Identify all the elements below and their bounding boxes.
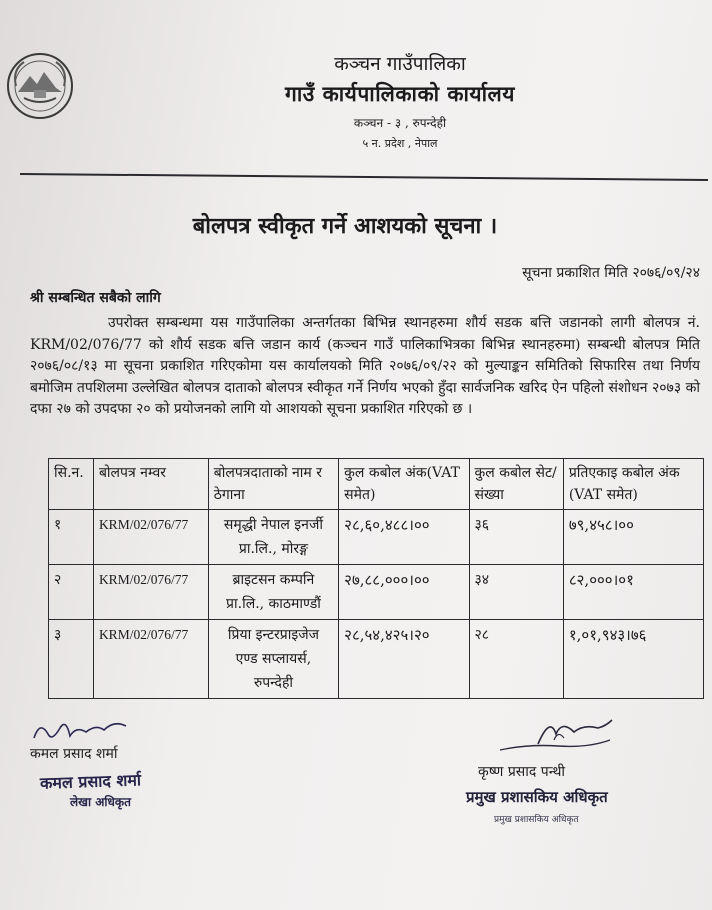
notice-addressee: श्री सम्बन्धित सबैको लागि bbox=[30, 290, 161, 306]
bidder-line: प्रा.लि., काठमाण्डौं bbox=[226, 596, 321, 612]
bidder-line: रुपन्देही bbox=[253, 675, 294, 691]
header-bidder: बोलपत्रदाताको नाम र ठेगाना bbox=[208, 459, 338, 510]
table-row bbox=[49, 510, 704, 565]
cell-bidder bbox=[208, 565, 338, 620]
left-stamp-name: कमल प्रसाद शर्मा bbox=[39, 770, 142, 793]
bidder-line: प्रा.लि., मोरङ्ग bbox=[238, 541, 308, 557]
left-stamp-title: लेखा अधिकृत bbox=[70, 795, 131, 809]
cell-sn: १ bbox=[49, 510, 94, 565]
table-row bbox=[49, 620, 704, 699]
table-header-row bbox=[49, 459, 704, 510]
nepal-emblem-icon bbox=[4, 50, 76, 122]
cell-sets: ३६ bbox=[469, 510, 563, 565]
notice-published-date: सूचना प्रकाशित मिति २०७६/०९/२४ bbox=[522, 265, 700, 281]
office-province: ५ न. प्रदेश , नेपाल bbox=[362, 137, 438, 150]
cell-total: २७,८८,०००।०० bbox=[339, 565, 469, 620]
office-address: कञ्चन - ३ , रुपन्देही bbox=[353, 116, 447, 130]
right-signature-mark bbox=[498, 710, 618, 760]
table-row bbox=[49, 565, 704, 620]
right-signatory-title: प्रमुख प्रशासकिय अधिकृत bbox=[466, 788, 608, 806]
bidder-line: ब्राइटसन कम्पनि bbox=[232, 572, 315, 588]
notice-body: उपरोक्त सम्बन्धमा यस गाउँपालिका अन्तर्गतका बिभिन्न स्थानहरुमा शौर्य सडक बत्ति जडानको लागी बोलपत्र नं. KRM/02/076/77 को शौर्य सडक बत्ति जडान कार्य (कञ्चन गाउँ पालिकाभित्रका बिभिन्न स्थानहरुमा) सम्बन्धी बोलपत्र मिति २०७६/०८/१३ मा सूचना प्रकाशित गरिएकोमा यस कार्यालयको मिति २०७६/०९/२२ को मुल्याङ्कन समितिको सिफारिस तथा निर्णय बमोजिम तपशिलमा उल्लेखित बोलपत्र दाताको बोलपत्र स्वीकृत गर्ने निर्णय भएको हुँदा सार्वजनिक खरिद ऐन पहिलो संशोधन २०७३ को दफा २७ को उपदफा २० को प्रयोजनको लागि यो आशयको सूचना प्रकाशित गरिएको छ । bbox=[30, 315, 700, 417]
municipality-name: कञ्चन गाउँपालिका bbox=[334, 53, 466, 75]
cell-sn: २ bbox=[49, 565, 94, 620]
header-sets: कुल कबोल सेट/संख्या bbox=[469, 459, 563, 510]
notice-title: बोलपत्र स्वीकृत गर्ने आशयको सूचना । bbox=[192, 213, 498, 239]
cell-unit: १,०१,९४३।७६ bbox=[563, 620, 703, 699]
cell-unit: ८२,०००।०१ bbox=[563, 565, 703, 620]
cell-bid-no: KRM/02/076/77 bbox=[93, 620, 208, 699]
header-total: कुल कबोल अंक(VAT समेत) bbox=[339, 459, 469, 510]
cell-bid-no: KRM/02/076/77 bbox=[93, 510, 208, 565]
cell-sn: ३ bbox=[49, 620, 94, 699]
cell-bidder bbox=[208, 620, 338, 699]
header-sn: सि.न. bbox=[49, 459, 94, 510]
bidder-line: समृद्धी नेपाल इनर्जी bbox=[223, 517, 323, 533]
cell-total: २८,६०,४८८।०० bbox=[339, 510, 469, 565]
header-unit: प्रतिएकाइ कबोल अंक (VAT समेत) bbox=[563, 459, 703, 510]
cell-sets: ३४ bbox=[469, 565, 563, 620]
cell-bid-no: KRM/02/076/77 bbox=[93, 565, 208, 620]
cell-bidder bbox=[208, 510, 338, 565]
cell-unit: ७९,४५८।०० bbox=[563, 510, 703, 565]
bidder-line: एण्ड सप्लायर्स, bbox=[235, 651, 312, 667]
right-signatory-name: कृष्ण प्रसाद पन्थी bbox=[478, 764, 566, 780]
cell-sets: २८ bbox=[469, 620, 563, 699]
bid-table bbox=[48, 458, 704, 699]
right-stamp-subtitle: प्रमुख प्रशासकिय अधिकृत bbox=[494, 815, 579, 825]
left-signatory-name: कमल प्रसाद शर्मा bbox=[30, 746, 118, 762]
cell-total: २८,५४,४२५।२० bbox=[339, 620, 469, 699]
office-name: गाउँ कार्यपालिकाको कार्यालय bbox=[285, 81, 515, 106]
left-signature-mark bbox=[30, 716, 140, 746]
bidder-line: प्रिया इन्टरप्राइजेज bbox=[227, 627, 319, 643]
header-bid-no: बोलपत्र नम्वर bbox=[93, 459, 208, 510]
